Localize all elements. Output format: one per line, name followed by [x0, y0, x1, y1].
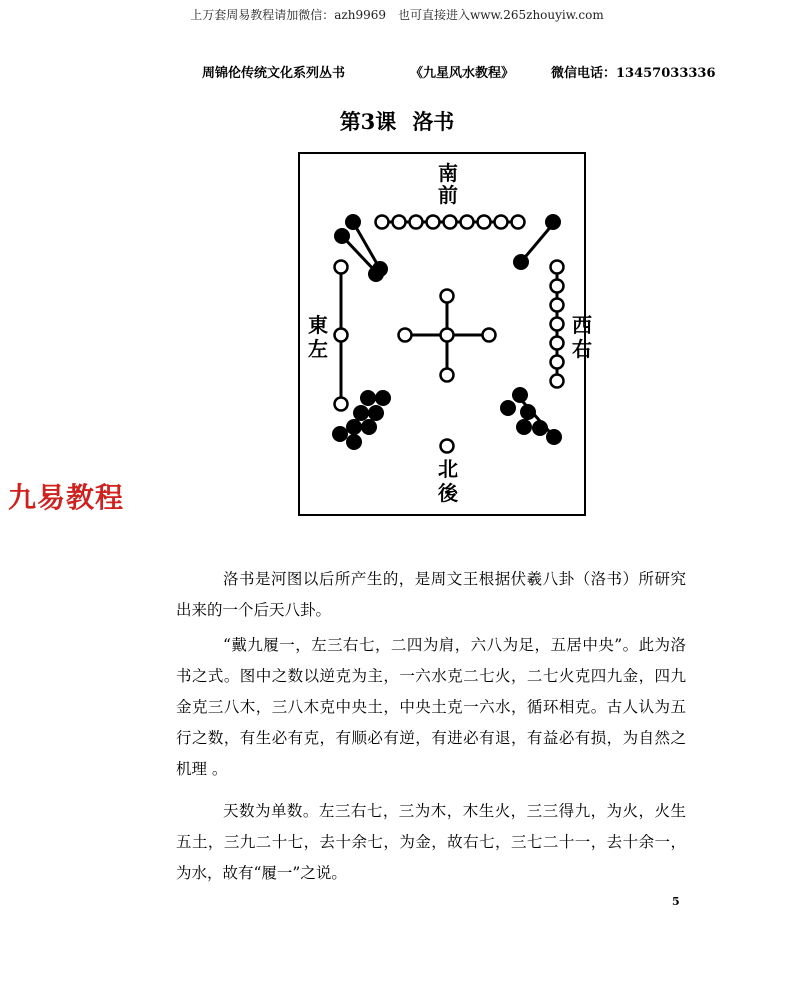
- label-right: 右: [572, 337, 592, 361]
- label-east: 東: [308, 313, 328, 337]
- book-title: 《九星风水教程》: [410, 66, 515, 81]
- lesson-number: 第3课: [339, 109, 397, 134]
- paragraph-3: 天数为单数。左三右七，三为木，木生火，三三得九，为火，火生五土，三九二十七，去十余七，为金，故右七，三七二十一，去十余一，为水，故有“履一”之说。: [176, 802, 686, 882]
- paragraph-2: “戴九履一，左三右七，二四为肩，六八为足，五居中央”。此为洛书之式。图中之数以逆克为主，一六水克二七火，二七火克四九金，四九金克三八木，三八木克中央土，中央土克一六水，循环相克。古人认为五行之数，有生必有克，有顺必有逆，有进必有退，有益必有损，为自然之机理 。: [176, 636, 686, 778]
- luoshu-diagram: [298, 152, 592, 516]
- label-front: 前: [438, 183, 458, 207]
- series-title: 周锦伦传统文化系列丛书: [202, 66, 346, 81]
- label-north: 北: [438, 457, 458, 481]
- page-number: 5: [672, 895, 680, 908]
- contact-info: 微信电话：13457033336: [551, 66, 716, 81]
- label-back: 後: [438, 481, 458, 505]
- label-west: 西: [572, 313, 592, 337]
- paragraph-1: 洛书是河图以后所产生的，是周文王根据伏羲八卦（洛书）所研究出来的一个后天八卦。: [176, 570, 686, 619]
- label-south: 南: [438, 161, 458, 185]
- watermark-logo: 九易教程: [8, 481, 125, 514]
- top-banner: 上万套周易教程请加微信：azh9969 也可直接进入www.265zhouyiw.com: [190, 8, 604, 22]
- label-left: 左: [308, 337, 328, 361]
- lesson-heading: [0, 106, 794, 136]
- lesson-title: 洛书: [412, 109, 455, 134]
